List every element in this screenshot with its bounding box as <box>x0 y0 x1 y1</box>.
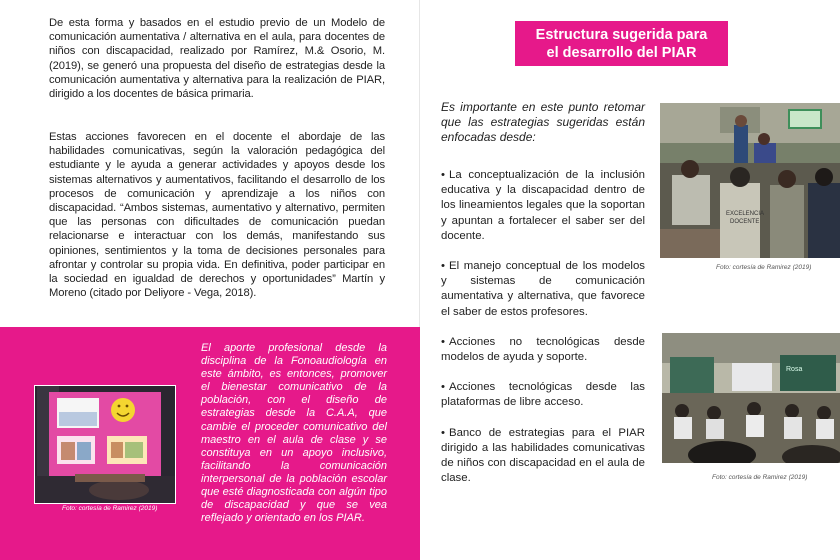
intro-paragraph: De esta forma y basados en el estudio previo de un Modelo de comunicación aumentativa / alternativa en el aula, para docentes de niños con discapacidad, realizado por Ramírez, M.& Osorio, M. (2019), se generó una propuesta del diseño de estrategias desde la comunicación aumentativa y alternativa para la realización de PIAR, dirigido a los docentes de básica primaria. <box>49 17 385 101</box>
intro-text: Es importante en este punto retomar que las estrategias sugeridas están enfocadas desde: <box>441 100 645 144</box>
strategy-list <box>441 168 645 501</box>
list-item: • Acciones tecnológicas desde las plataformas de libre acceso. <box>441 381 645 409</box>
bullet-icon: • <box>441 335 445 348</box>
photo-classroom <box>662 333 840 463</box>
bullet-icon: • <box>441 169 445 181</box>
list-item: • Acciones no tecnológicas desde modelos de ayuda y soporte. <box>441 335 645 364</box>
title-line-1: Estructura sugerida para <box>535 26 708 43</box>
bullet-icon: • <box>441 260 445 273</box>
photo-communication-board <box>34 385 176 504</box>
list-item: • El manejo conceptual de los modelos y sistemas de comunicación aumentativa y alternativa, que favorece el saber de estos profesores. <box>441 260 645 318</box>
photo-teachers-workshop <box>660 103 840 258</box>
title-line-2: el desarrollo del PIAR <box>546 44 697 61</box>
bullet-icon: • <box>441 426 445 439</box>
photo-caption: Foto: cortesía de Ramirez (2019) <box>716 264 812 271</box>
body-paragraph: Estas acciones favorecen en el docente el abordaje de las habilidades comunicativas, según la valoración pedagógica del estudiante y le ayuda a generar actividades y apoyos desde los sistemas alternativos y aumentativos, facilitando el desarrollo de los procesos de comunicación y aprendizaje a los niños con discapacidad. “Ambos sistemas, aumentativo y alternativo, permiten que las personas con dificultades de comunicación puedan relacionarse e interactuar con los demás, manifestando sus opiniones, sentimientos y la toma de decisiones personales para afrontar y controlar su propia vida. En definitiva, poder participar en la sociedad en igualdad de derechos y oportunidades” Martín y Moreno (citado por Deliyore - Vega, 2018). <box>49 131 385 300</box>
photo-caption: Foto: cortesía de Ramirez (2019) <box>712 474 808 481</box>
svg-text:Rosa: Rosa <box>786 366 803 373</box>
svg-text:EXCELENCIA: EXCELENCIA <box>726 211 765 217</box>
svg-text:DOCENTE: DOCENTE <box>730 219 760 225</box>
bullet-icon: • <box>441 381 445 394</box>
list-item: • Banco de estrategias para el PIAR dirigido a las habilidades comunicativas de niños con discapacidad en el aula de clase. <box>441 426 645 485</box>
photo-caption: Foto: cortesía de Ramirez (2019) <box>62 505 158 512</box>
pull-quote: El aporte profesional desde la disciplina de la Fonoaudiología en este ámbito, es entonces, promover el bienestar comunicativo de la población, con el diseño de estrategias desde la C.A.A, que cambie el proceder comunicativo del maestro en el aula de clase y se constituya en un apoyo inclusivo, facilitando la comunicación interpersonal de la población escolar que esté diagnosticada con algún tipo de discapacidad y que se vea reflejado y orientado en los PIAR. <box>201 342 387 525</box>
section-title <box>515 21 728 66</box>
list-item: • La conceptualización de la inclusión educativa y la discapacidad dentro de los lineamientos legales que la soportan y apuntan a fortalecer el saber ser del docente. <box>441 169 645 242</box>
